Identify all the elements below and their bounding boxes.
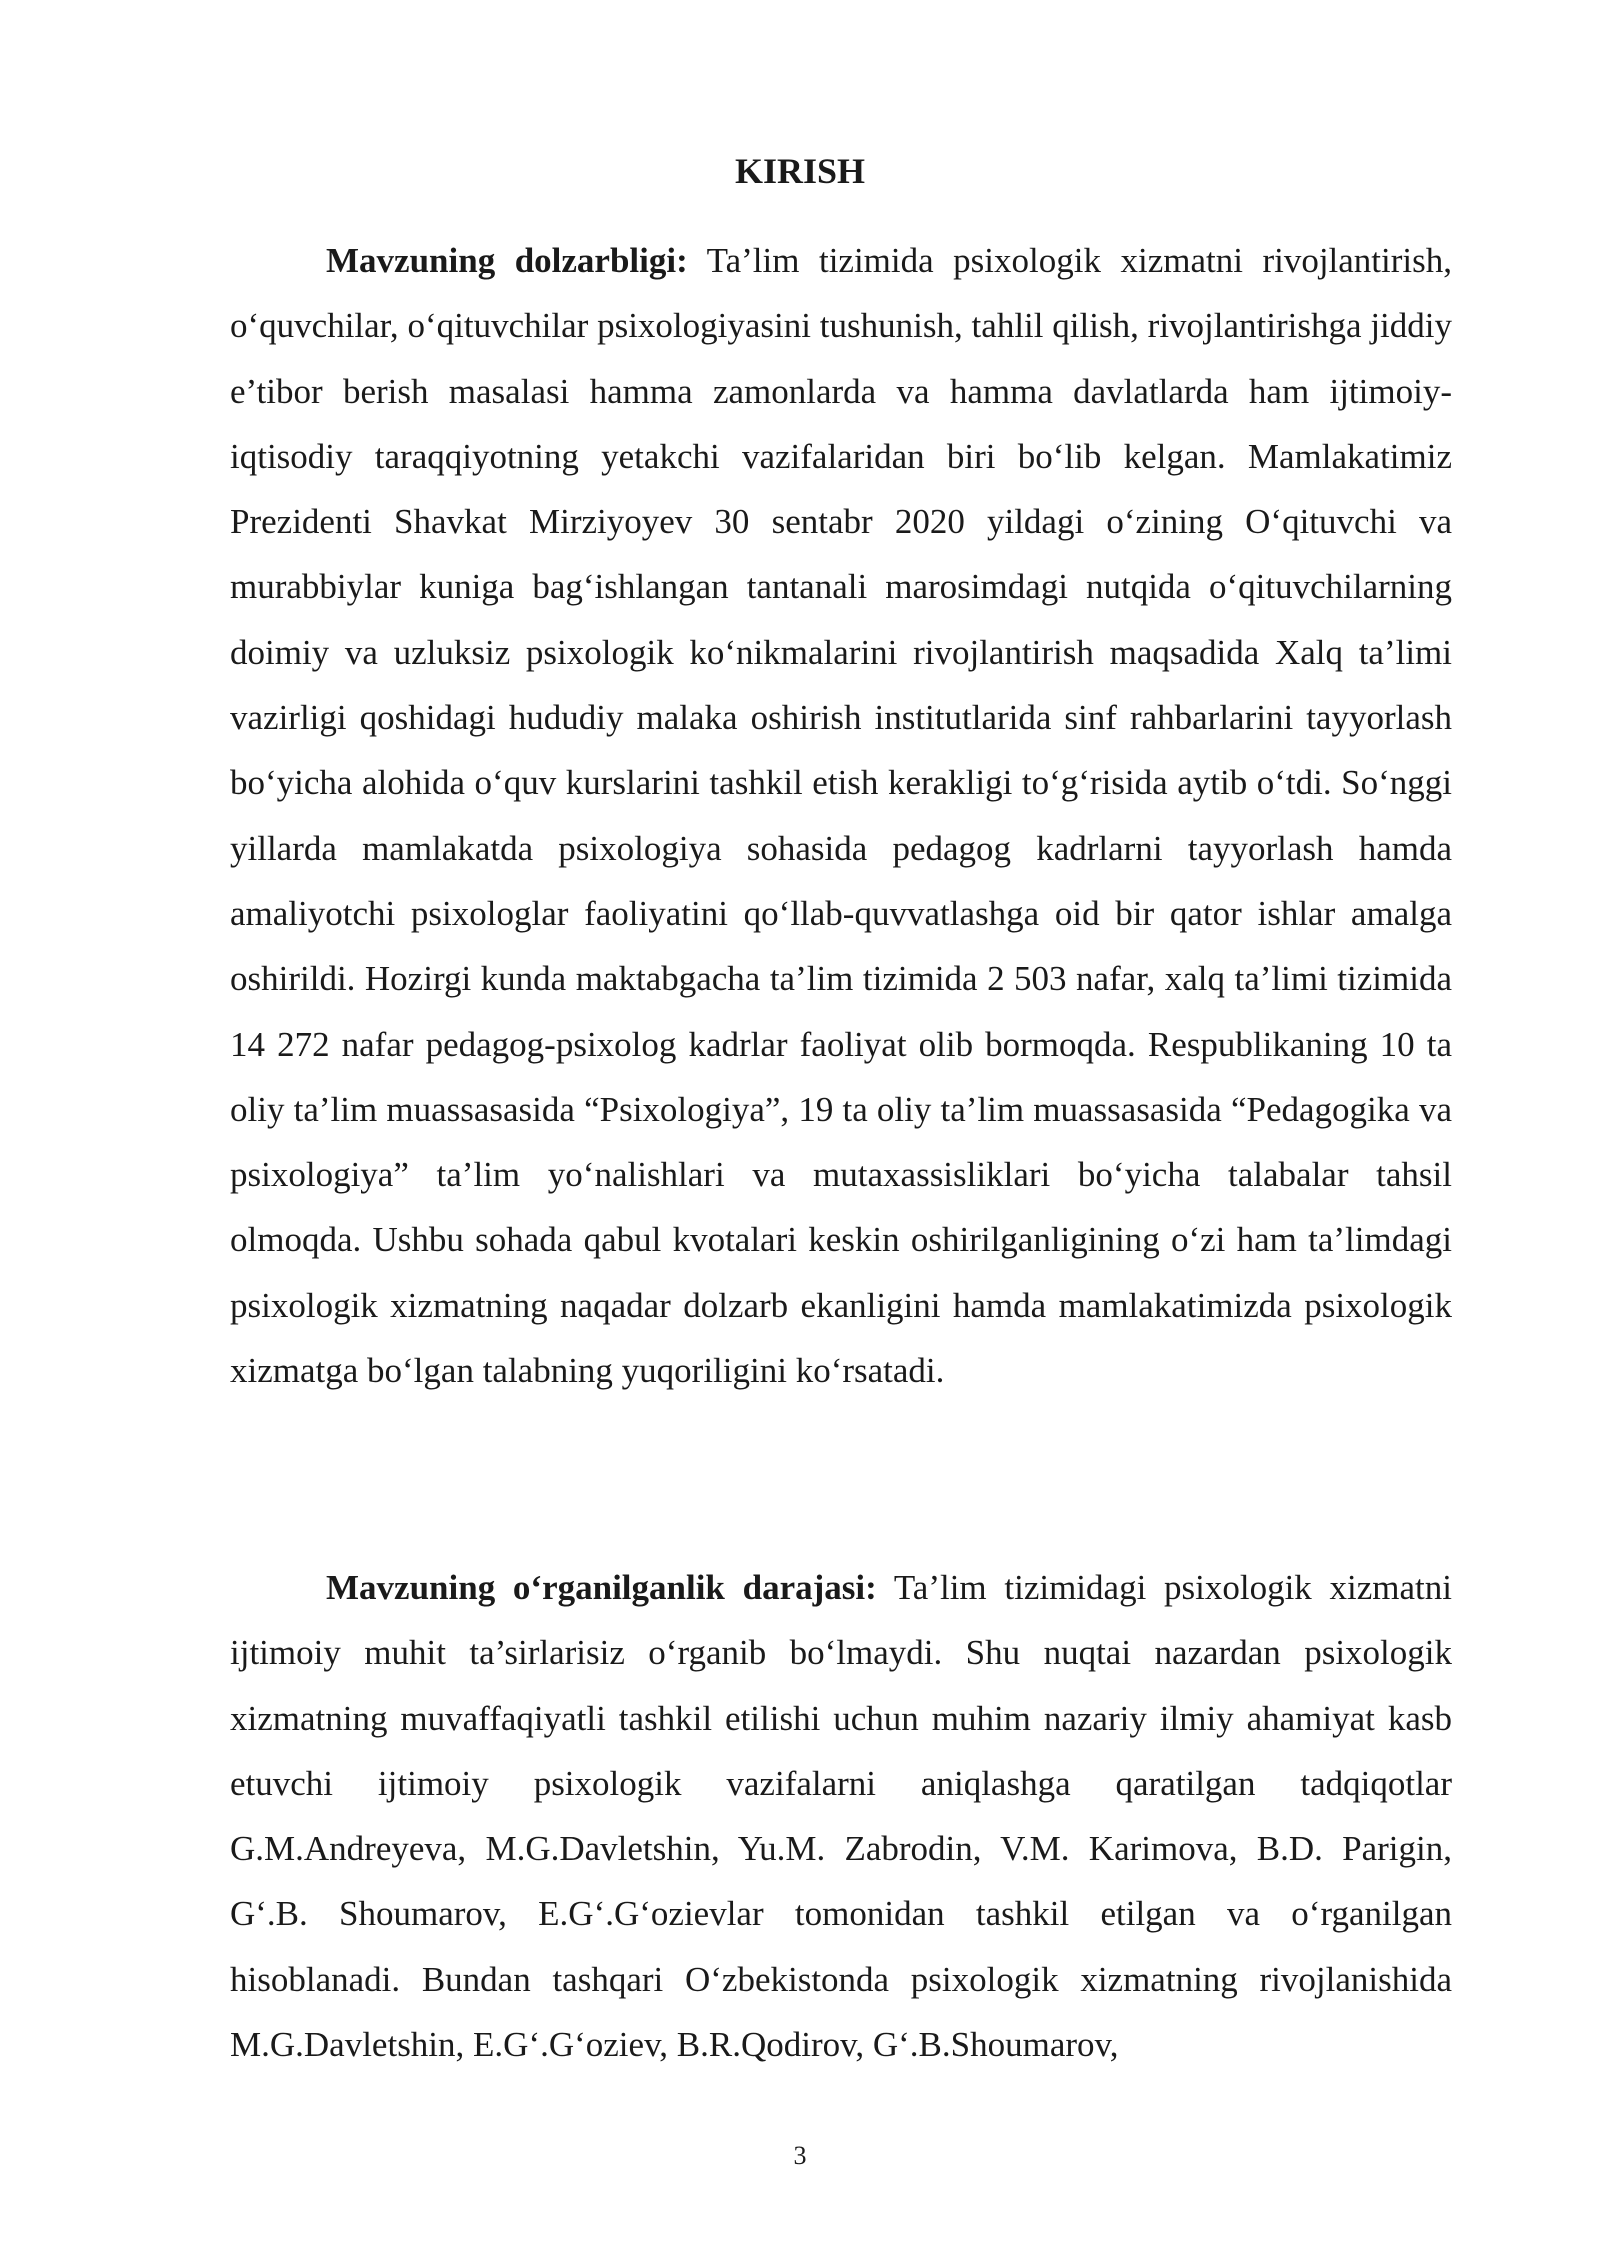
paragraph-relevance: [230, 228, 1452, 1403]
section-heading: KIRISH: [734, 151, 866, 191]
paragraph-lead-study-level: Mavzuning o‘rganilganlik darajasi:: [326, 1568, 877, 1607]
page-number: 3: [793, 2141, 807, 2170]
paragraph-study-level: [230, 1555, 1452, 2077]
paragraph-text-study-level: Ta’lim tizimidagi psixologik xizmatni ijtimoiy muhit ta’sirlarisiz o‘rganib bo‘lmaydi. Shu nuqtai nazardan psixologik xizmatning muvaffaqiyatli tashkil etilishi uchun muhim nazariy ilmiy ahamiyat kasb etuvchi ijtimoiy psixologik vazifalarni aniqlashga qaratilgan tadqiqotlar G.M.Andreyeva, M.G.Davletshin, Yu.M. Zabrodin, V.M. Karimova, B.D. Parigin, G‘.B. Shoumarov, E.G‘.G‘ozievlar tomonidan tashkil etilgan va o‘rganilgan hisoblanadi. Bundan tashqari O‘zbekistonda psixologik xizmatning rivojlanishida M.G.Davletshin, E.G‘.G‘oziev, B.R.Qodirov, G‘.B.Shoumarov,: [230, 1568, 1452, 2065]
paragraph-text-relevance: Ta’lim tizimida psixologik xizmatni rivojlantirish, o‘quvchilar, o‘qituvchilar psixologiyasini tushunish, tahlil qilish, rivojlantirishga jiddiy e’tibor berish masalasi hamma zamonlarda va hamma davlatlarda ham ijtimoiy-iqtisodiy taraqqiyotning yetakchi vazifalaridan biri bo‘lib kelgan. Mamlakatimiz Prezidenti Shavkat Mirziyoyev 30 sentabr 2020 yildagi o‘zining O‘qituvchi va murabbiylar kuniga bag‘ishlangan tantanali marosimdagi nutqida o‘qituvchilarning doimiy va uzluksiz psixologik ko‘nikmalarini rivojlantirish maqsadida Xalq ta’limi vazirligi qoshidagi hududiy malaka oshirish institutlarida sinf rahbarlarini tayyorlash bo‘yicha alohida o‘quv kurslarini tashkil etish kerakligi to‘g‘risida aytib o‘tdi. So‘nggi yillarda mamlakatda psixologiya sohasida pedagog kadrlarni tayyorlash hamda amaliyotchi psixologlar faoliyatini qo‘llab-quvvatlashga oid bir qator ishlar amalga oshirildi. Hozirgi kunda maktabgacha ta’lim tizimida 2 503 nafar, xalq ta’limi tizimida 14 272 nafar pedagog-psixolog kadrlar faoliyat olib bormoqda. Respublikaning 10 ta oliy ta’lim muassasasida “Psixologiya”, 19 ta oliy ta’lim muassasasida “Pedagogika va psixologiya” ta’lim yo‘nalishlari va mutaxassisliklari bo‘yicha talabalar tahsil olmoqda. Ushbu sohada qabul kvotalari keskin oshirilganligining o‘zi ham ta’limdagi psixologik xizmatning naqadar dolzarb ekanligini hamda mamlakatimizda psixologik xizmatga bo‘lgan talabning yuqoriligini ko‘rsatadi.: [230, 241, 1453, 1391]
paragraph-lead-relevance: Mavzuning dolzarbligi:: [326, 241, 688, 280]
